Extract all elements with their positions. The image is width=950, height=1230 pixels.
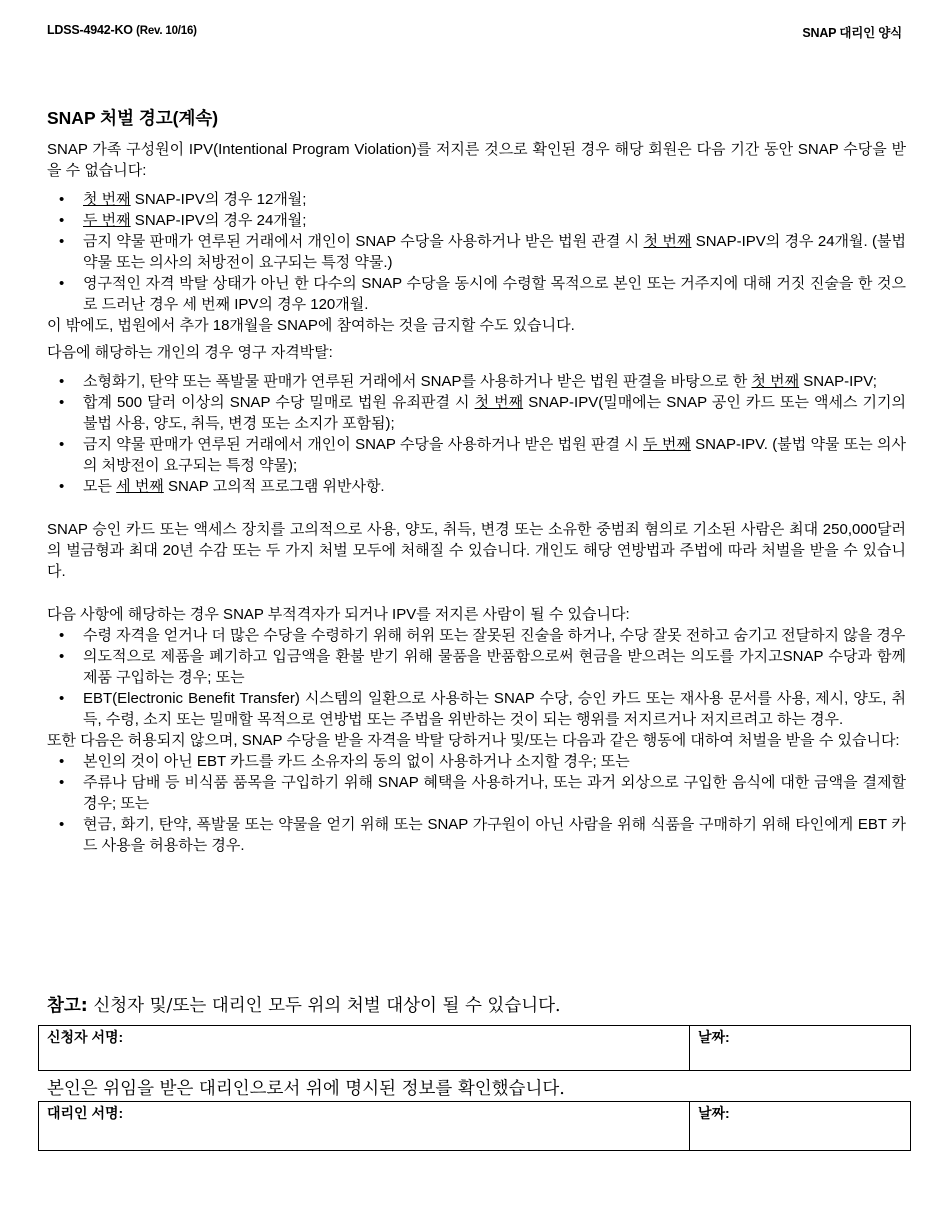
list-item: • 현금, 화기, 탄약, 폭발물 또는 약물을 얻기 위해 또는 SNAP 가구원이 아닌 사람을 위해 식품을 구매하기 위해 타인에게 EBT 카드 사용을 허용하는 경우. <box>47 814 906 856</box>
also-intro: 또한 다음은 허용되지 않으며, SNAP 수당을 받을 자격을 박탈 당하거나 및/또는 다음과 같은 행동에 대하여 처벌을 받을 수 있습니다: <box>47 732 900 749</box>
list-item: • 본인의 것이 아닌 EBT 카드를 카드 소유자의 동의 없이 사용하거나 소지할 경우; 또는 <box>47 751 906 772</box>
item-text: SNAP-IPV의 경우 24개월; <box>130 212 307 229</box>
item-text: SNAP 고의적 프로그램 위반사항. <box>163 478 385 495</box>
permanent-list <box>47 371 906 497</box>
penalty-warning-section <box>47 108 906 856</box>
court-extra: 이 밖에도, 법원에서 추가 18개월을 SNAP에 참여하는 것을 금지할 수도 있습니다. <box>47 317 575 334</box>
list-item: • 영구적인 자격 박탈 상태가 아닌 한 다수의 SNAP 수당을 동시에 수령할 목적으로 본인 또는 거주지에 대해 거짓 진술을 한 것으로 드러난 경우 세 번째 IPV의 경우 120개월. <box>47 273 906 315</box>
list-item <box>47 434 906 476</box>
note-text: 신청자 및/또는 대리인 모두 위의 처벌 대상이 될 수 있습니다. <box>87 996 561 1016</box>
representative-date-label: 날짜: <box>698 1105 730 1121</box>
applicant-date-label: 날짜: <box>698 1029 730 1045</box>
representative-signature-box <box>38 1101 911 1151</box>
list-item: • 의도적으로 제품을 폐기하고 입금액을 환불 받기 위해 물품을 반품함으로써 현금을 받으려는 의도를 가지고SNAP 수당과 함께 제품 구입하는 경우; 또는 <box>47 646 906 688</box>
list-item <box>47 210 906 231</box>
ordinal: 세 번째 <box>116 478 164 495</box>
list-item <box>47 189 906 210</box>
representative-signature-field[interactable] <box>39 1102 690 1150</box>
ordinal: 두 번째 <box>83 212 131 229</box>
item-text: SNAP-IPV(밀매에는 SNAP 공인 카드 또는 액세스 기기의 불법 사용, 양도, 취득, 변경 또는 소지가 포함됨); <box>83 394 907 432</box>
applicant-signature-box <box>38 1025 911 1071</box>
item-text: 합계 500 달러 이상의 SNAP 수당 밀매로 법원 유죄판결 시 <box>83 394 475 411</box>
item-text: SNAP-IPV; <box>799 373 877 390</box>
representative-confirmation: 본인은 위임을 받은 대리인으로서 위에 명시된 정보를 확인했습니다. <box>47 1079 565 1099</box>
form-name: SNAP 대리인 양식 <box>802 26 902 40</box>
applicant-signature-label: 신청자 서명: <box>47 1029 124 1045</box>
list-item <box>47 371 906 392</box>
section-title: SNAP 처벌 경고(계속) <box>47 108 219 128</box>
ineligible-list <box>47 625 906 730</box>
item-text: 금지 약물 판매가 연루된 거래에서 개인이 SNAP 수당을 사용하거나 받은 법원 관결 시 <box>83 233 644 250</box>
item-text: SNAP-IPV. (불법 약물 또는 의사의 처방전이 요구되는 특정 약물); <box>83 436 906 474</box>
list-item <box>47 392 906 434</box>
form-id <box>47 23 197 37</box>
felony-text: SNAP 승인 카드 또는 액세스 장치를 고의적으로 사용, 양도, 취득, 변경 또는 소유한 중범죄 혐의로 기소된 사람은 최대 250,000달러의 벌금형과 최대 20년 수감 또는 두 가지 처벌 모두에 처해질 수 있습니다. 개인도 해당 연방법과 주법에 따라 처벌을 받을 수 있습니다. <box>47 521 906 580</box>
list-item: • 주류나 담배 등 비식품 품목을 구입하기 위해 SNAP 혜택을 사용하거나, 또는 과거 외상으로 구입한 음식에 대한 금액을 결제할 경우; 또는 <box>47 772 906 814</box>
representative-signature-label: 대리인 서명: <box>47 1105 124 1121</box>
ordinal: 첫 번째 <box>83 191 131 208</box>
list-item <box>47 231 906 273</box>
item-text: 소형화기, 탄약 또는 폭발물 판매가 연루된 거래에서 SNAP를 사용하거나 받은 법원 판결을 바탕으로 한 <box>83 373 752 390</box>
ipv-intro: SNAP 가족 구성원이 IPV(Intentional Program Violation)를 저지른 것으로 확인된 경우 해당 회원은 다음 기간 동안 SNAP 수당을 받을 수 없습니다: <box>47 141 906 179</box>
list-item: • 수령 자격을 얻거나 더 많은 수당을 수령하기 위해 허위 또는 잘못된 진술을 하거나, 수당 잘못 전하고 숨기고 전달하지 않을 경우 <box>47 625 906 646</box>
note <box>47 992 561 1017</box>
applicant-signature-field[interactable] <box>39 1026 690 1070</box>
item-text: 금지 약물 판매가 연루된 거래에서 개인이 SNAP 수당을 사용하거나 받은 법원 판결 시 <box>83 436 644 453</box>
item-text: 모든 <box>83 478 117 495</box>
list-item <box>47 476 906 497</box>
also-list <box>47 751 906 856</box>
note-label: 참고: <box>47 996 88 1016</box>
item-text: SNAP-IPV의 경우 24개월. (불법 약물 또는 의사의 처방전이 요구되는 특정 약물.) <box>83 233 907 271</box>
ineligible-intro: 다음 사항에 해당하는 경우 SNAP 부적격자가 되거나 IPV를 저지른 사람이 될 수 있습니다: <box>47 606 630 623</box>
ordinal: 첫 번째 <box>474 394 524 411</box>
form-revision: (Rev. 10/16) <box>136 25 197 37</box>
list-item: • EBT(Electronic Benefit Transfer) 시스템의 일환으로 사용하는 SNAP 수당, 승인 카드 또는 재사용 문서를 사용, 제시, 양도, 취득, 수령, 소지 또는 밀매할 목적으로 연방법 또는 주법을 위반하는 것이 되는 행위를 저지르거나 저지르려고 하는 경우. <box>47 688 906 730</box>
permanent-intro: 다음에 해당하는 개인의 경우 영구 자격박탈: <box>47 344 333 361</box>
ipv-period-list <box>47 189 906 315</box>
ordinal: 첫 번째 <box>751 373 800 390</box>
item-text: SNAP-IPV의 경우 12개월; <box>130 191 307 208</box>
ordinal: 첫 번째 <box>643 233 692 250</box>
form-id-code: LDSS-4942-KO <box>47 23 133 37</box>
ordinal: 두 번째 <box>643 436 691 453</box>
